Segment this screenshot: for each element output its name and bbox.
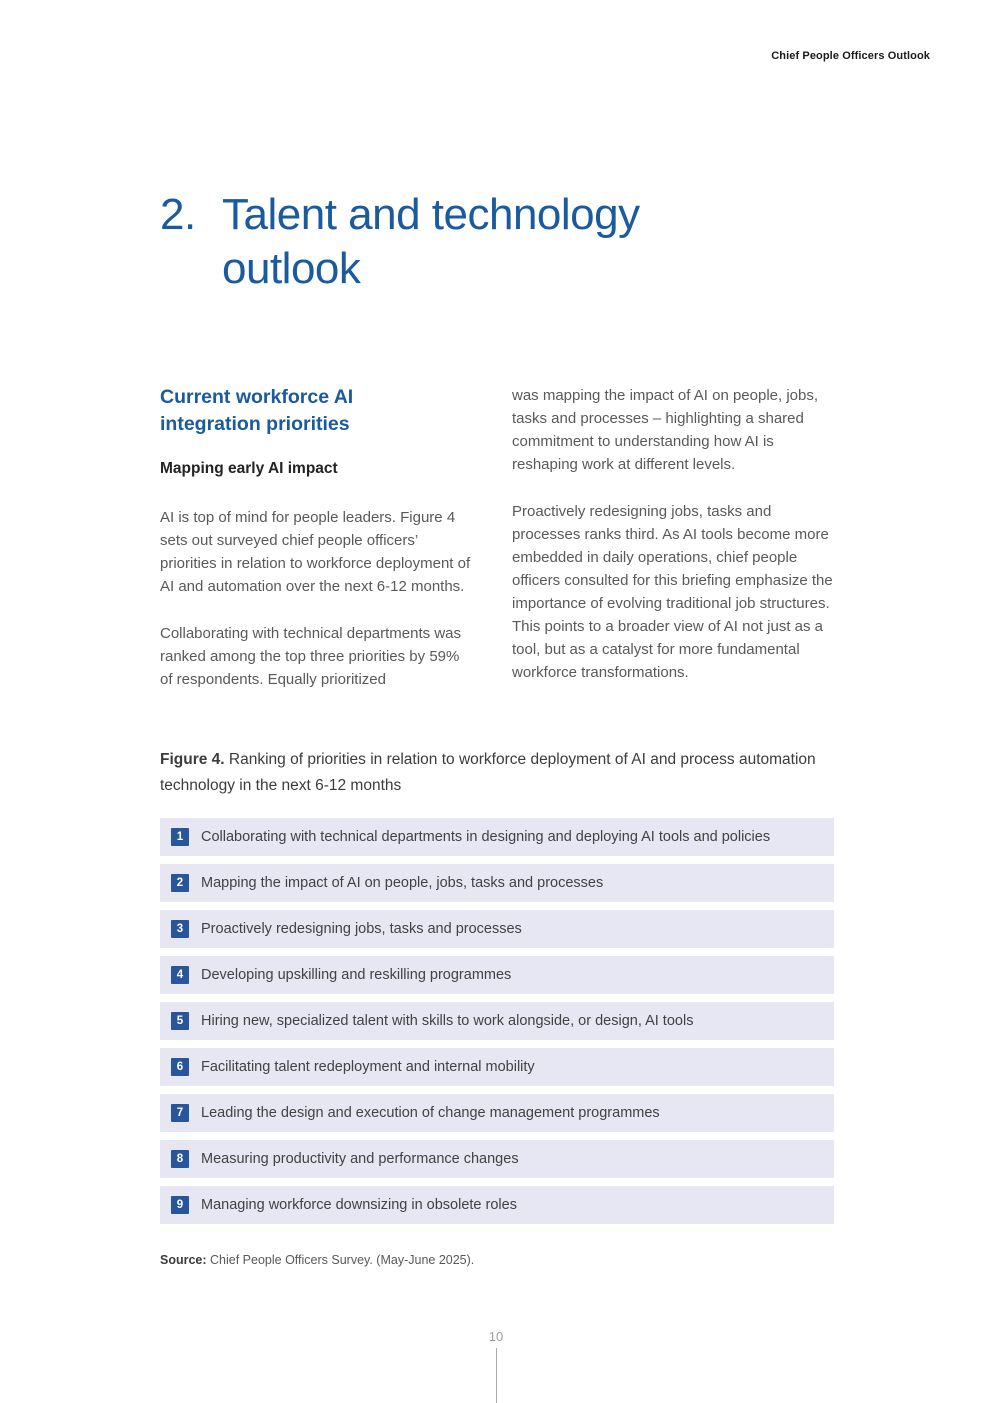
- paragraph-left-1: AI is top of mind for people leaders. Figure 4 sets out surveyed chief people officers’ priorities in relation to workforce deployment of AI and automation over the next 6-12 months.: [160, 509, 471, 595]
- chapter-title-text2: outlook: [222, 244, 361, 293]
- priority-row: [160, 1002, 834, 1040]
- section-heading: Current workforce AI integration priorities: [160, 386, 354, 435]
- rank-badge: 7: [171, 1104, 189, 1122]
- paragraph-right-2: Proactively redesigning jobs, tasks and processes ranks third. As AI tools become more embedded in daily operations, chief people officers consulted for this briefing emphasize the importance of evolving traditional job structures. This points to a broader view of AI not just as a tool, but as a catalyst for more fundamental workforce transformations.: [512, 503, 833, 681]
- paragraph-right-1: was mapping the impact of AI on people, jobs, tasks and processes – highlighting a shared commitment to understanding how AI is reshaping work at different levels.: [512, 387, 819, 473]
- priority-row: [160, 864, 834, 902]
- priority-row: [160, 1094, 834, 1132]
- priority-row: [160, 910, 834, 948]
- rank-badge: 6: [171, 1058, 189, 1076]
- priority-label: Facilitating talent redeployment and internal mobility: [201, 1059, 535, 1075]
- chapter-title-line1: [160, 188, 800, 242]
- priority-row: [160, 1048, 834, 1086]
- rank-badge: 9: [171, 1196, 189, 1214]
- chapter-title: [160, 188, 800, 296]
- running-header: Chief People Officers Outlook: [771, 50, 930, 62]
- rank-badge: 8: [171, 1150, 189, 1168]
- priority-label: Developing upskilling and reskilling programmes: [201, 967, 512, 983]
- section-subheading: Mapping early AI impact: [160, 460, 338, 477]
- paragraph-left-2: Collaborating with technical departments was ranked among the top three priorities by 59% of respondents. Equally prioritized: [160, 625, 461, 688]
- priority-label: Hiring new, specialized talent with skills to work alongside, or design, AI tools: [201, 1013, 694, 1029]
- priority-label: Leading the design and execution of change management programmes: [201, 1105, 660, 1121]
- chapter-title-line2: [160, 242, 800, 296]
- page-number: 10: [488, 1329, 504, 1344]
- priority-label: Managing workforce downsizing in obsolete roles: [201, 1197, 517, 1213]
- priority-label: Collaborating with technical departments in designing and deploying AI tools and policies: [201, 829, 771, 845]
- source-label: Source:: [160, 1253, 207, 1267]
- figure-label: Figure 4.: [160, 751, 225, 768]
- rank-badge: 1: [171, 828, 189, 846]
- priority-label: Mapping the impact of AI on people, jobs, tasks and processes: [201, 875, 604, 891]
- figure-caption-text: Ranking of priorities in relation to workforce deployment of AI and process automation technology in the next 6-12 months: [160, 751, 816, 794]
- priority-row: [160, 1140, 834, 1178]
- right-column: [512, 384, 836, 715]
- priority-row: [160, 956, 834, 994]
- chapter-number: 2.: [160, 190, 196, 239]
- footer-divider: [496, 1348, 497, 1403]
- priority-row: [160, 818, 834, 856]
- source-text: Chief People Officers Survey. (May-June 2025).: [210, 1253, 475, 1267]
- priority-label: Proactively redesigning jobs, tasks and processes: [201, 921, 522, 937]
- left-column: [160, 384, 476, 715]
- priority-ranking-list: [160, 818, 834, 1232]
- rank-badge: 4: [171, 966, 189, 984]
- rank-badge: 3: [171, 920, 189, 938]
- figure-caption: [160, 747, 850, 799]
- priority-label: Measuring productivity and performance changes: [201, 1151, 519, 1167]
- rank-badge: 2: [171, 874, 189, 892]
- body-columns: [160, 384, 836, 715]
- chapter-title-text: Talent and technology: [222, 190, 640, 239]
- priority-row: [160, 1186, 834, 1224]
- source-line: [160, 1252, 760, 1269]
- rank-badge: 5: [171, 1012, 189, 1030]
